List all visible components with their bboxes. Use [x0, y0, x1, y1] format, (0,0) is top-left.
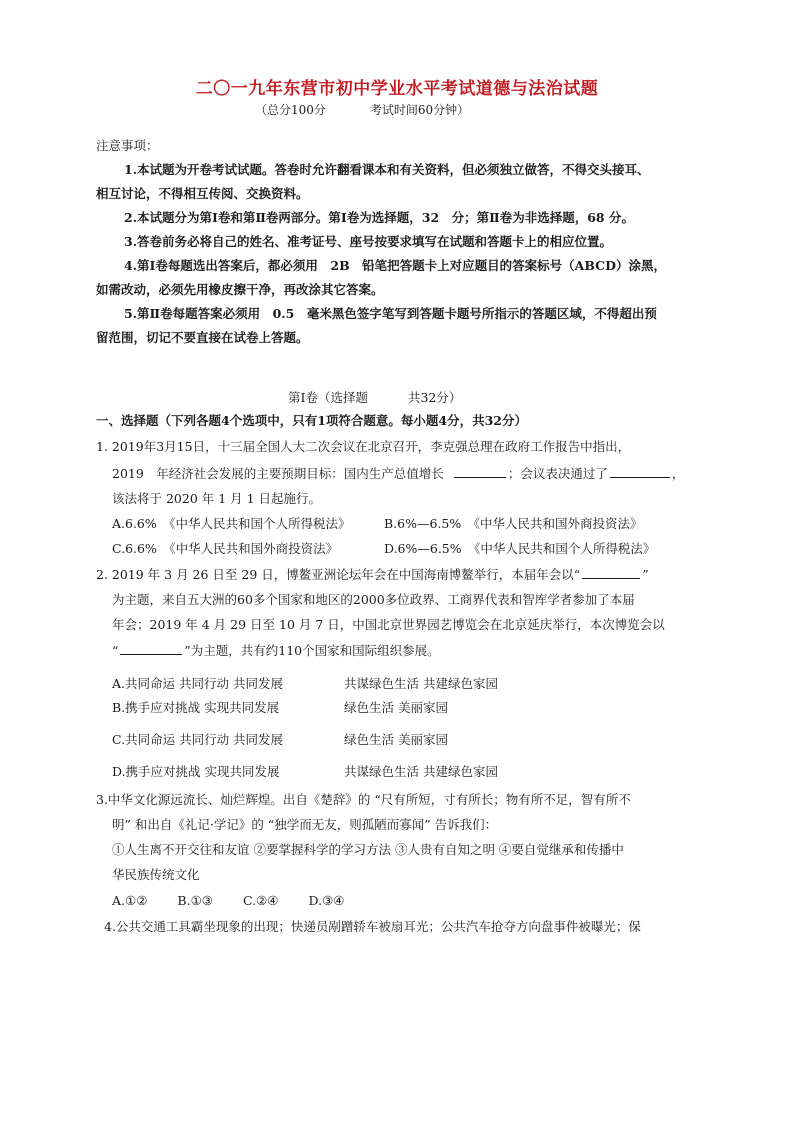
q2-blank-1: [582, 566, 640, 579]
exam-subtitle: [255, 101, 469, 118]
q1-line-2-end: ，: [671, 466, 685, 481]
q3-line-3: ①人生离不开交往和友谊 ②要掌握科学的学习方法 ③人贵有自知之明 ④要自觉继承和传播中: [112, 842, 624, 857]
notice-item-5-cont: 留范围，切记不要直接在试卷上答题。: [96, 330, 309, 345]
q2-option-a-right: 共谋绿色生活 共建绿色家园: [344, 676, 498, 691]
q2-option-a-left: A.共同命运 共同行动 共同发展: [112, 676, 283, 691]
part1-heading-label: 第Ⅰ卷（选择题: [288, 390, 368, 405]
q2-line-3: 年会；2019 年 4 月 29 日至 10 月 7 日，中国北京世界园艺博览会在北京延庆举行，本次博览会以: [112, 617, 665, 632]
notice-item-2: 2.本试题分为第Ⅰ卷和第Ⅱ卷两部分。第Ⅰ卷为选择题，32 分；第Ⅱ卷为非选择题，68 分。: [124, 210, 634, 225]
q2-line-4-start: “: [112, 643, 119, 658]
q3-options: [112, 893, 344, 909]
notice-heading: 注意事项：: [96, 138, 159, 153]
q3-line-4: 华民族传统文化: [112, 867, 200, 882]
total-score: （总分100分: [255, 103, 326, 117]
notice-item-1: 1.本试题为开卷考试试题。答卷时允许翻看课本和有关资料，但必须独立做答，不得交头接耳、: [124, 162, 650, 177]
q3-option-d: D.③④: [308, 893, 345, 908]
exam-title: 二〇一九年东营市初中学业水平考试道德与法治试题: [195, 79, 599, 99]
q2-line-4-text: ”为主题，共有约110个国家和国际组织参展。: [184, 643, 440, 658]
notice-item-1-cont: 相互讨论，不得相互传阅、交换资料。: [96, 186, 309, 201]
q2-line-1: [96, 566, 649, 583]
q2-option-b-left: B.携手应对挑战 实现共同发展: [112, 700, 280, 715]
q2-option-d-left: D.携手应对挑战 实现共同发展: [112, 764, 280, 779]
notice-item-3: 3.答卷前务必将自己的姓名、准考证号、座号按要求填写在试题和答题卡上的相应位置。: [124, 234, 613, 249]
q3-line-2: 明” 和出自《礼记·学记》的 “独学而无友，则孤陋而寡闻” 告诉我们：: [112, 817, 498, 832]
exam-time: 考试时间60分钟）: [369, 103, 470, 117]
q2-line-1-text: 2. 2019 年 3 月 26 日至 29 日，博鳌亚洲论坛年会在中国海南博鳌举行，本届年会以“: [96, 567, 581, 582]
q1-line-2: [112, 465, 684, 482]
q2-option-c-left: C.共同命运 共同行动 共同发展: [112, 732, 284, 747]
q2-line-2: 为主题，来自五大洲的60多个国家和地区的2000多位政界、工商界代表和智库学者参加了本届: [112, 592, 635, 607]
q1-option-b: B.6%—6.5% 《中华人民共和国外商投资法》: [384, 516, 643, 531]
q1-line-3: 该法将于 2020 年 1 月 1 日起施行。: [112, 491, 322, 506]
q2-option-d-right: 共谋绿色生活 共建绿色家园: [344, 764, 498, 779]
q1-blank-2: [610, 465, 670, 478]
notice-item-5: 5.第Ⅱ卷每题答案必须用 0.5 毫米黑色签字笔写到答题卡题号所指示的答题区域，不得超出预: [124, 306, 657, 321]
q2-option-c-right: 绿色生活 美丽家园: [344, 732, 448, 747]
part1-heading: [288, 390, 461, 406]
notice-item-4: 4.第Ⅰ卷每题选出答案后，都必须用 2B 铅笔把答题卡上对应题目的答案标号（ABCD）涂黑，: [124, 258, 666, 273]
q1-line-1: 1. 2019年3月15日，十三届全国人大二次会议在北京召开，李克强总理在政府工作报告中指出，: [96, 439, 631, 454]
section-choice-heading: 一、选择题（下列各题4个选项中，只有1项符合题意。每小题4分，共32分）: [96, 413, 527, 428]
q4-line-1: 4.公共交通工具霸坐现象的出现；快递员剐蹭轿车被扇耳光；公共汽车抢夺方向盘事件被曝光；保: [104, 919, 641, 934]
q1-option-c: C.6.6% 《中华人民共和国外商投资法》: [112, 541, 339, 556]
q2-option-b-right: 绿色生活 美丽家园: [344, 700, 448, 715]
q1-line-2-text: 2019 年经济社会发展的主要预期目标：国内生产总值增长: [112, 466, 444, 481]
q1-line-2-mid: ；会议表决通过了: [507, 466, 608, 481]
q1-option-d: D.6%—6.5% 《中华人民共和国个人所得税法》: [384, 541, 656, 556]
q2-line-1-end: ”: [642, 567, 649, 582]
q1-option-a: A.6.6% 《中华人民共和国个人所得税法》: [112, 516, 351, 531]
q3-option-b: B.①③: [177, 893, 213, 908]
q1-blank-1: [454, 465, 506, 478]
q2-blank-2: [120, 642, 182, 655]
notice-item-4-cont: 如需改动，必须先用橡皮擦干净，再改涂其它答案。: [96, 282, 384, 297]
q3-line-1: 3.中华文化源远流长、灿烂辉煌。出自《楚辞》的 “尺有所短，寸有所长；物有所不足，智有所不: [96, 792, 631, 807]
q3-option-c: C.②④: [243, 893, 279, 908]
part1-heading-score: 共32分）: [407, 390, 462, 405]
q3-option-a: A.①②: [112, 893, 148, 908]
q2-line-4: [112, 642, 440, 659]
